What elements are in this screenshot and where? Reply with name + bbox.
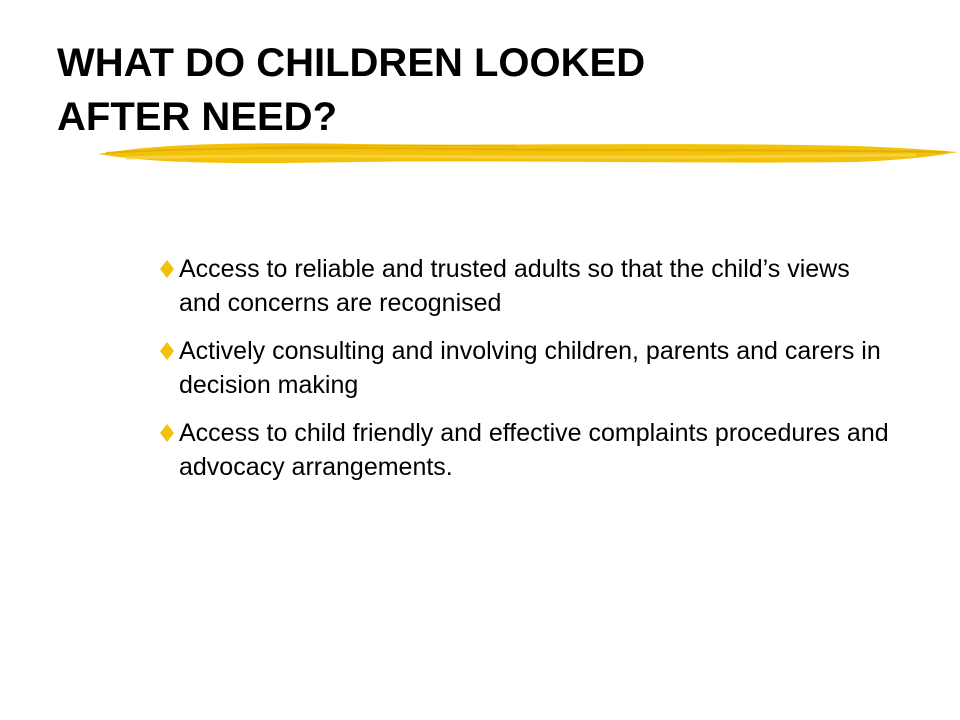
list-item [158,334,898,402]
list-item [158,252,898,320]
slide-title-line-1: WHAT DO CHILDREN LOOKED [57,41,646,85]
diamond-bullet-icon [160,342,174,360]
slide-title-line-2: AFTER NEED? [57,95,337,139]
diamond-bullet-icon [160,260,174,278]
bullet-list [158,252,898,498]
title-underline-brush-stroke [96,136,960,176]
bullet-text: Actively consulting and involving children, parents and carers in decision making [179,337,881,399]
bullet-text: Access to reliable and trusted adults so that the child’s views and concerns are recognised [179,255,850,317]
diamond-bullet-icon [160,424,174,442]
slide-title [57,36,917,144]
bullet-text: Access to child friendly and effective complaints procedures and advocacy arrangements. [179,419,889,481]
list-item [158,416,898,484]
